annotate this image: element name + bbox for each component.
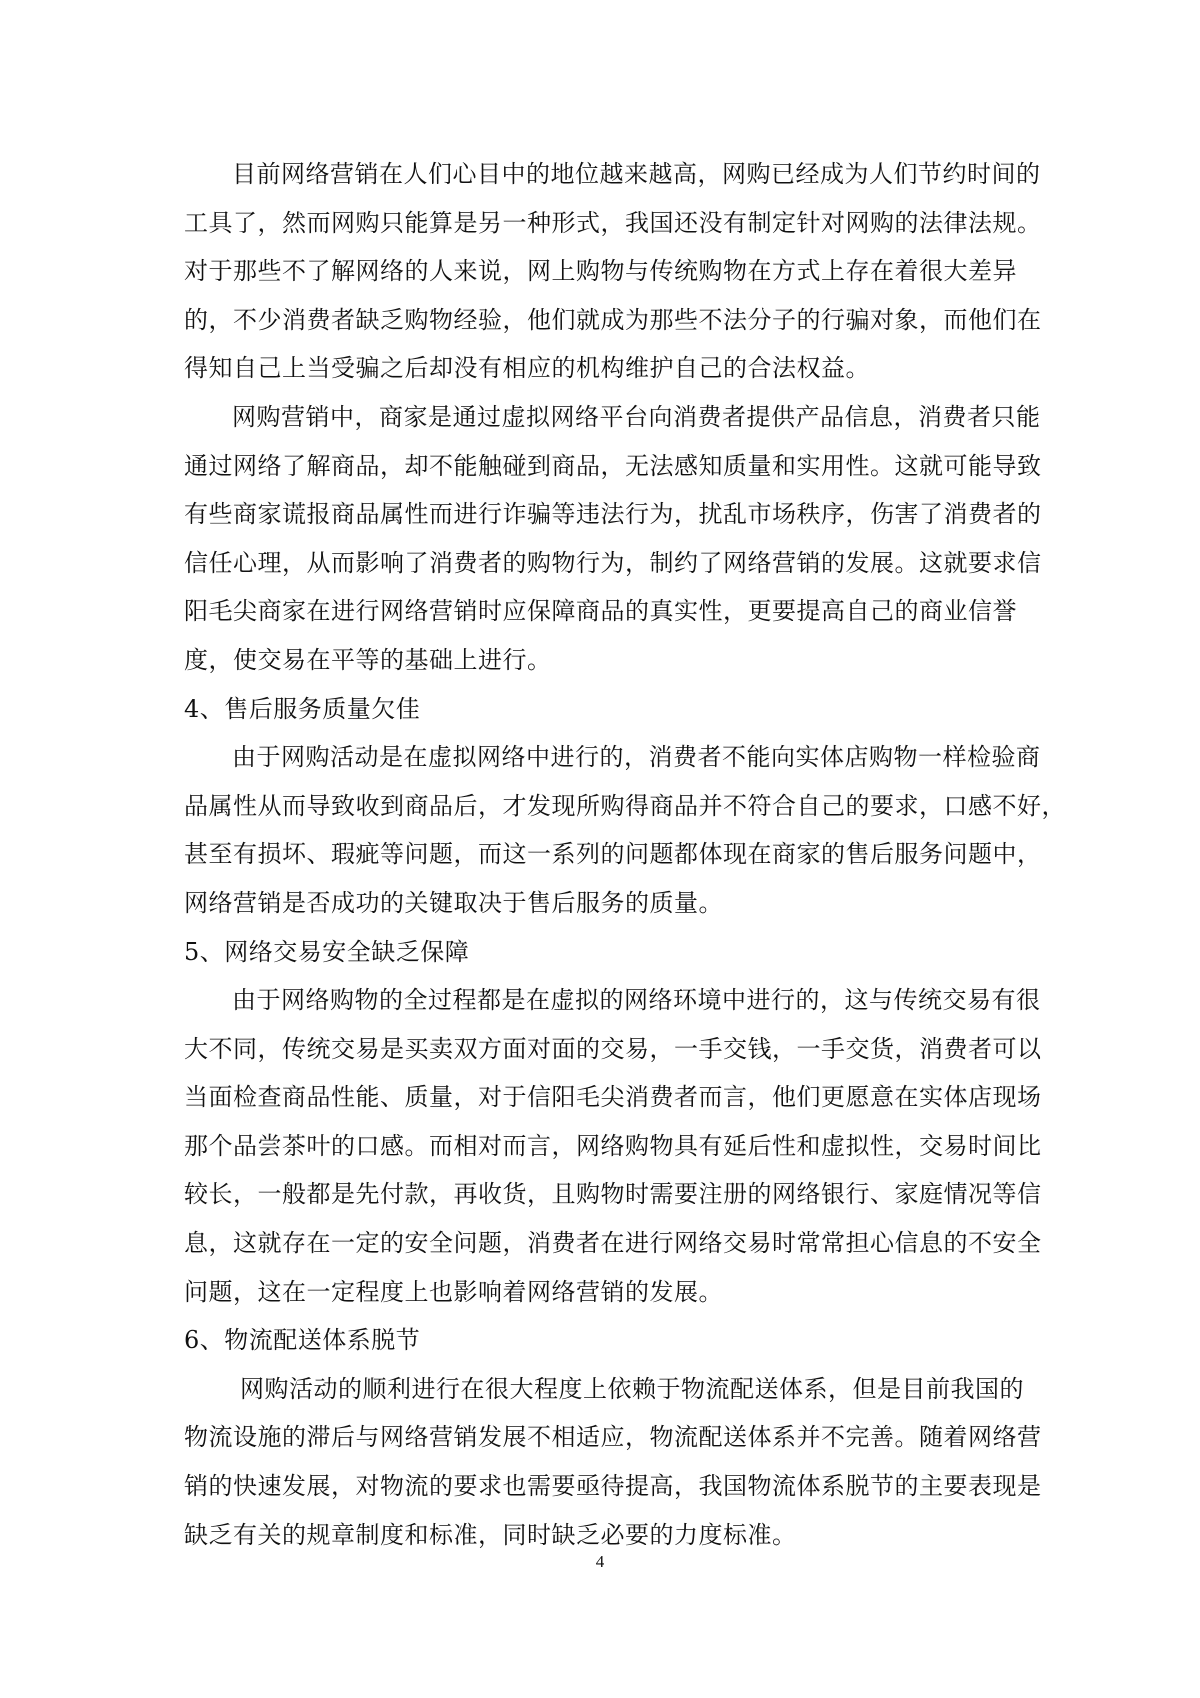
paragraph-line: 大不同，传统交易是买卖双方面对面的交易，一手交钱，一手交货，消费者可以 <box>184 1034 1042 1063</box>
paragraph-line: 问题，这在一定程度上也影响着网络营销的发展。 <box>184 1277 723 1306</box>
paragraph-line: 得知自己上当受骗之后却没有相应的机构维护自己的合法权益。 <box>184 354 870 383</box>
paragraph-line: 息，这就存在一定的安全问题，消费者在进行网络交易时常常担心信息的不安全 <box>184 1229 1042 1258</box>
paragraph-line: 网购活动的顺利进行在很大程度上依赖于物流配送体系，但是目前我国的 <box>240 1374 1024 1403</box>
paragraph-line: 目前网络营销在人们心目中的地位越来越高，网购已经成为人们节约时间的 <box>232 160 1041 188</box>
heading-text: 5、网络交易安全缺乏保障 <box>184 937 470 966</box>
paragraph-line: 销的快速发展，对物流的要求也需要亟待提高，我国物流体系脱节的主要表现是 <box>184 1472 1042 1501</box>
paragraph <box>184 976 1042 1316</box>
paragraph-line: 那个品尝茶叶的口感。而相对而言，网络购物具有延后性和虚拟性，交易时间比 <box>184 1131 1042 1160</box>
paragraph <box>184 150 1042 393</box>
paragraph-line: 缺乏有关的规章制度和标准，同时缺乏必要的力度标准。 <box>184 1520 797 1549</box>
page-number: 4 <box>595 1552 605 1571</box>
paragraph-line: 通过网络了解商品，却不能触碰到商品，无法感知质量和实用性。这就可能导致 <box>184 451 1042 480</box>
document-body <box>184 150 1066 1559</box>
paragraph-line: 甚至有损坏、瑕疵等问题，而这一系列的问题都体现在商家的售后服务问题中， <box>184 840 1042 869</box>
paragraph-line: 品属性从而导致收到商品后，才发现所购得商品并不符合自己的要求，口感不好， <box>184 791 1066 820</box>
heading-text: 6、物流配送体系脱节 <box>184 1326 421 1355</box>
paragraph-line: 网络营销是否成功的关键取决于售后服务的质量。 <box>184 888 723 917</box>
paragraph <box>184 733 1066 927</box>
paragraph-line: 度，使交易在平等的基础上进行。 <box>184 645 552 674</box>
paragraph-line: 工具了，然而网购只能算是另一种形式，我国还没有制定针对网购的法律法规。 <box>184 208 1042 237</box>
paragraph-line: 由于网购活动是在虚拟网络中进行的，消费者不能向实体店购物一样检验商 <box>232 743 1041 772</box>
paragraph <box>184 1365 1042 1559</box>
paragraph-line: 对于那些不了解网络的人来说，网上购物与传统购物在方式上存在着很大差异 <box>184 257 1017 286</box>
paragraph-line: 信任心理，从而影响了消费者的购物行为，制约了网络营销的发展。这就要求信 <box>184 548 1042 577</box>
paragraph-line: 阳毛尖商家在进行网络营销时应保障商品的真实性，更要提高自己的商业信誉 <box>184 597 1017 626</box>
section-heading <box>184 685 1024 734</box>
paragraph-line: 当面检查商品性能、质量，对于信阳毛尖消费者而言，他们更愿意在实体店现场 <box>184 1083 1042 1112</box>
paragraph-line: 的，不少消费者缺乏购物经验，他们就成为那些不法分子的行骗对象，而他们在 <box>184 305 1042 334</box>
paragraph <box>184 393 1042 685</box>
paragraph-line: 有些商家谎报商品属性而进行诈骗等违法行为，扰乱市场秩序，伤害了消费者的 <box>184 500 1042 529</box>
heading-text: 4、售后服务质量欠佳 <box>184 694 421 723</box>
section-heading <box>184 928 1024 977</box>
paragraph-line: 物流设施的滞后与网络营销发展不相适应，物流配送体系并不完善。随着网络营 <box>184 1423 1042 1452</box>
paragraph-line: 网购营销中，商家是通过虚拟网络平台向消费者提供产品信息，消费者只能 <box>232 402 1041 431</box>
section-heading <box>184 1316 1024 1365</box>
paragraph-line: 较长，一般都是先付款，再收货，且购物时需要注册的网络银行、家庭情况等信 <box>184 1180 1042 1209</box>
paragraph-line: 由于网络购物的全过程都是在虚拟的网络环境中进行的，这与传统交易有很 <box>232 986 1041 1015</box>
